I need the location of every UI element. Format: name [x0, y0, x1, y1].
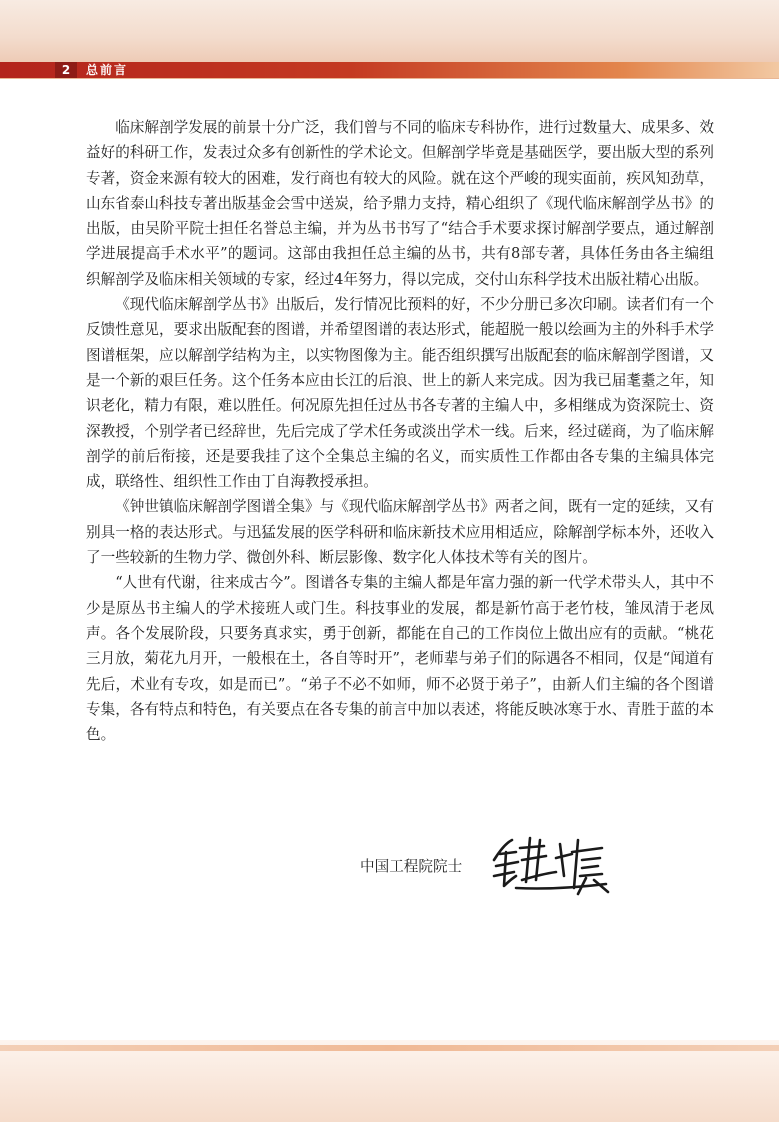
handwritten-signature	[486, 830, 626, 900]
paragraph-3: 《钟世镇临床解剖学图谱全集》与《现代临床解剖学丛书》两者之间，既有一定的延续，又有别具一格的表达形式。与迅猛发展的医学科研和临床新技术应用相适应，除解剖学标本外，还收入了一些较新的生物力学、微创外科、断层影像、数字化人体技术等有关的图片。	[86, 498, 714, 567]
paragraph-2: 《现代临床解剖学丛书》出版后，发行情况比预料的好，不少分册已多次印刷。读者们有一个反馈性意见，要求出版配套的图谱，并希望图谱的表达形式，能超脱一般以绘画为主的外科手术学图谱框架，应以解剖学结构为主，以实物图像为主。能否组织撰写出版配套的临床解剖学图谱，又是一个新的艰巨任务。这个任务本应由长江的后浪、世上的新人来完成。因为我已届耄耋之年，知识老化，精力有限，难以胜任。何况原先担任过丛书各专著的主编人中，多相继成为资深院士、资深教授，个别学者已经辞世，先后完成了学术任务或淡出学术一线。后来，经过磋商，为了临床解剖学的前后衔接，还是要我挂了这个全集总主编的名义，而实质性工作都由各专集的主编具体完成，联络性、组织性工作由丁自海教授承担。	[86, 296, 714, 491]
paragraph-1: 临床解剖学发展的前景十分广泛，我们曾与不同的临床专科协作，进行过数量大、成果多、效益好的科研工作，发表过众多有创新性的学术论文。但解剖学毕竟是基础医学，要出版大型的系列专著，资金来源有较大的困难，发行商也有较大的风险。就在这个严峻的现实面前，疾风知劲草，山东省泰山科技专著出版基金会雪中送炭，给予鼎力支持，精心组织了《现代临床解剖学丛书》的出版，由吴阶平院士担任名誉总主编，并为丛书书写了“结合手术要求探讨解剖学要点，通过解剖学进展提高手术水平”的题词。这部由我担任总主编的丛书，共有8部专著，具体任务由各主编组织解剖学及临床相关领域的专家，经过4年努力，得以完成，交付山东科学技术出版社精心出版。	[86, 119, 714, 288]
section-title: 总前言	[86, 63, 129, 77]
page-number: 2	[55, 62, 77, 78]
header-divider	[0, 78, 779, 79]
author-title: 中国工程院院士	[360, 858, 463, 875]
bottom-decorative-band	[0, 1040, 779, 1122]
signature-block	[360, 830, 660, 910]
paragraph-4: “人世有代谢，往来成古今”。图谱各专集的主编人都是年富力强的新一代学术带头人，其中不少是原丛书主编人的学术接班人或门生。科技事业的发展，都是新竹高于老竹枝，雏凤清于老凤声。各个发展阶段，只要务真求实，勇于创新，都能在自己的工作岗位上做出应有的贡献。“桃花三月放，菊花九月开，一般根在土，各自等时开”，老师辈与弟子们的际遇各不相同，仅是“闻道有先后，术业有专攻，如是而已”。“弟子不必不如师，师不必贤于弟子”，由新人们主编的各个图谱专集，各有特点和特色，有关要点在各专集的前言中加以表述，将能反映冰寒于水、青胜于蓝的本色。	[86, 574, 714, 744]
preface-body	[86, 115, 714, 747]
bottom-decorative-line	[0, 1045, 779, 1051]
top-decorative-band	[0, 0, 779, 62]
